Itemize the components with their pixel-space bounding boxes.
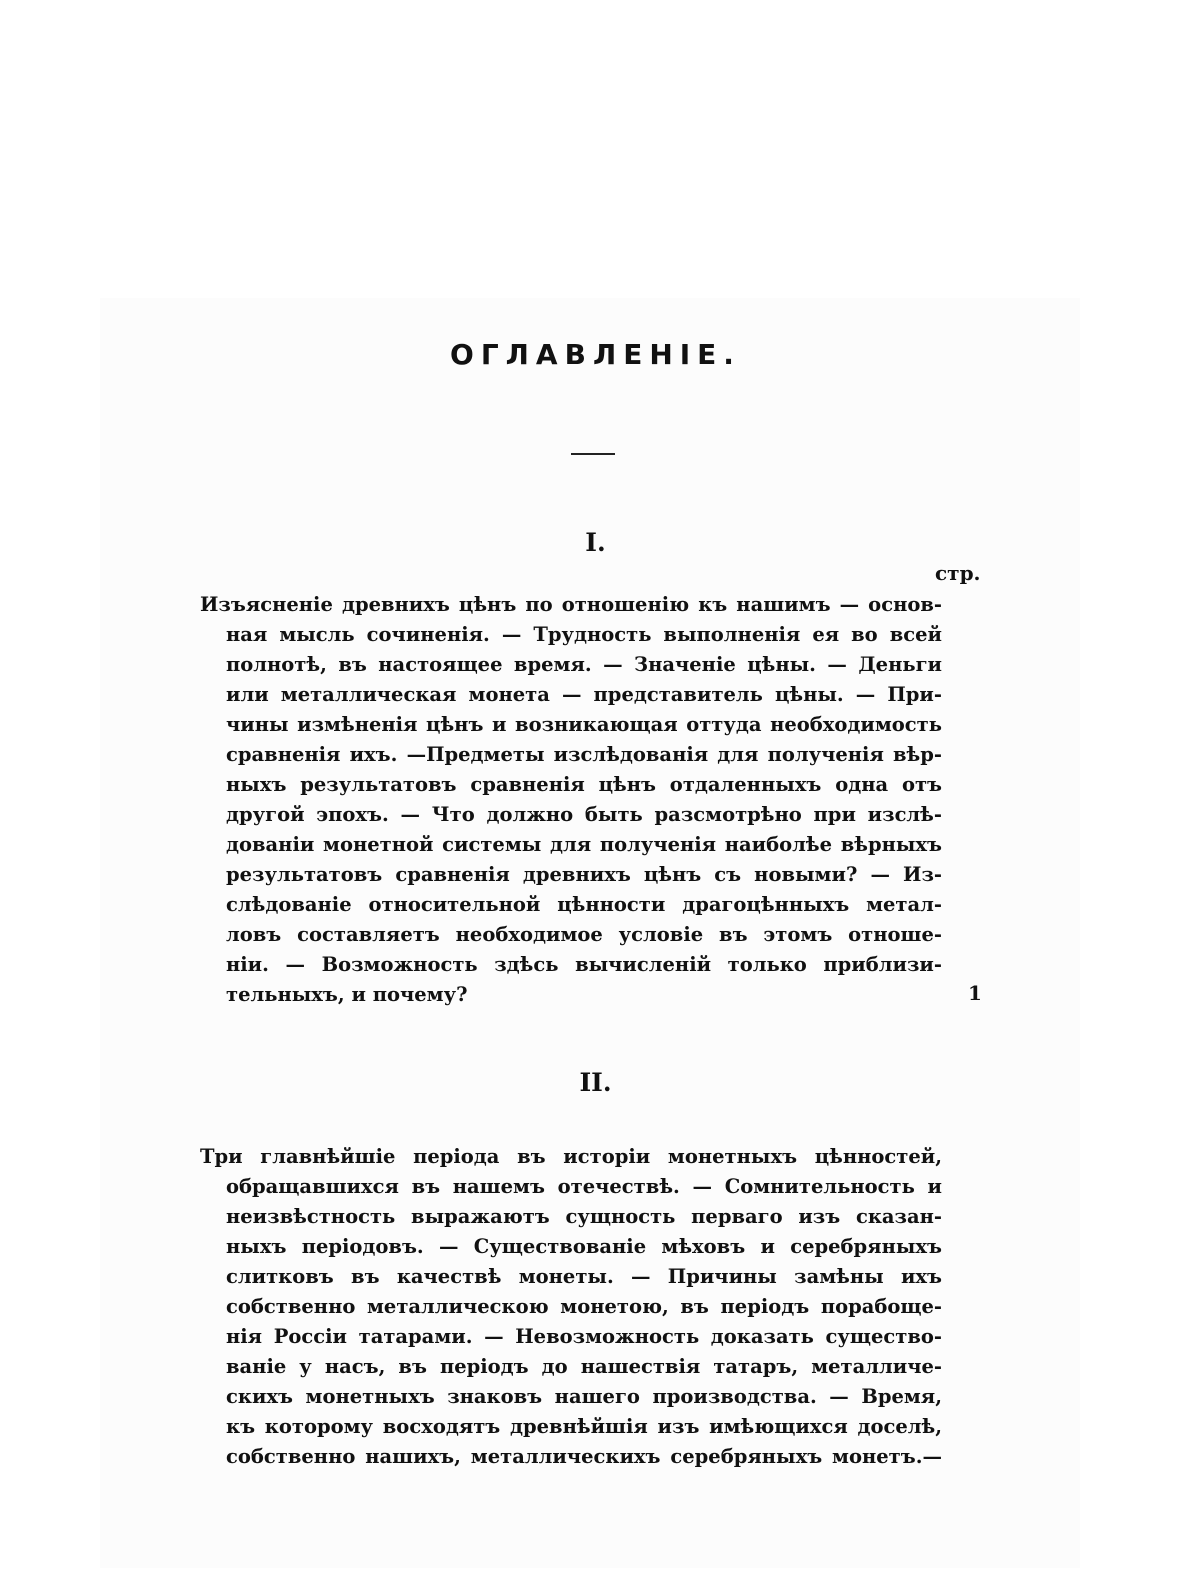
entry-line: къ которому восходятъ древнѣйшія изъ имѣющихся доселѣ,	[226, 1415, 942, 1438]
title-divider	[571, 453, 615, 455]
entry-line: ніи. — Возможность здѣсь вычисленій только приблизи-	[226, 953, 942, 976]
section-2-entry	[200, 1142, 942, 1472]
entry-line: скихъ монетныхъ знаковъ нашего производства. — Время,	[226, 1385, 942, 1408]
entry-line: сравненія ихъ. —Предметы изслѣдованія для полученія вѣр-	[226, 743, 942, 766]
entry-line: ная мысль сочиненія. — Трудность выполненія ея во всей	[226, 623, 942, 646]
entry-line: собственно металлическою монетою, въ періодъ порабоще-	[226, 1295, 942, 1318]
entry-line: неизвѣстность выражаютъ сущность перваго изъ сказан-	[226, 1205, 942, 1228]
section-1-numeral: I.	[585, 528, 606, 557]
page-column-label: стр.	[935, 561, 981, 585]
entry-line: результатовъ сравненія древнихъ цѣнъ съ новыми? — Из-	[226, 863, 942, 886]
page-title: ОГЛАВЛЕНІЕ.	[450, 338, 741, 371]
entry-line: слитковъ въ качествѣ монеты. — Причины замѣны ихъ	[226, 1265, 942, 1288]
entry-line: Изъясненіе древнихъ цѣнъ по отношенію къ нашимъ — основ-	[200, 593, 942, 616]
entry-line: чины измѣненія цѣнъ и возникающая оттуда необходимость	[226, 713, 942, 736]
entry-line: собственно нашихъ, металлическихъ серебряныхъ монетъ.—	[226, 1445, 942, 1468]
entry-line: ваніе у насъ, въ періодъ до нашествія татаръ, металличе-	[226, 1355, 942, 1378]
entry-line: полнотѣ, въ настоящее время. — Значеніе цѣны. — Деньги	[226, 653, 942, 676]
section-1-entry	[200, 590, 942, 1010]
entry-line: ловъ составляетъ необходимое условіе въ этомъ отноше-	[226, 923, 942, 946]
entry-line: слѣдованіе относительной цѣнности драгоцѣнныхъ метал-	[226, 893, 942, 916]
section-2-numeral: II.	[579, 1068, 612, 1097]
entry-line: Три главнѣйшіе періода въ исторіи монетныхъ цѣнностей,	[200, 1145, 942, 1168]
entry-line: обращавшихся въ нашемъ отечествѣ. — Сомнительность и	[226, 1175, 942, 1198]
entry-line: ныхъ періодовъ. — Существованіе мѣховъ и серебряныхъ	[226, 1235, 942, 1258]
entry-line: ныхъ результатовъ сравненія цѣнъ отдаленныхъ одна отъ	[226, 773, 942, 796]
entry-line: другой эпохъ. — Что должно быть разсмотрѣно при изслѣ-	[226, 803, 942, 826]
entry-line: дованіи монетной системы для полученія наиболѣе вѣрныхъ	[226, 833, 942, 856]
entry-line: тельныхъ, и почему?	[226, 983, 468, 1006]
entry-line: нія Россіи татарами. — Невозможность доказать существо-	[226, 1325, 942, 1348]
section-1-page-number: 1	[968, 981, 982, 1005]
entry-line: или металлическая монета — представитель цѣны. — При-	[226, 683, 942, 706]
